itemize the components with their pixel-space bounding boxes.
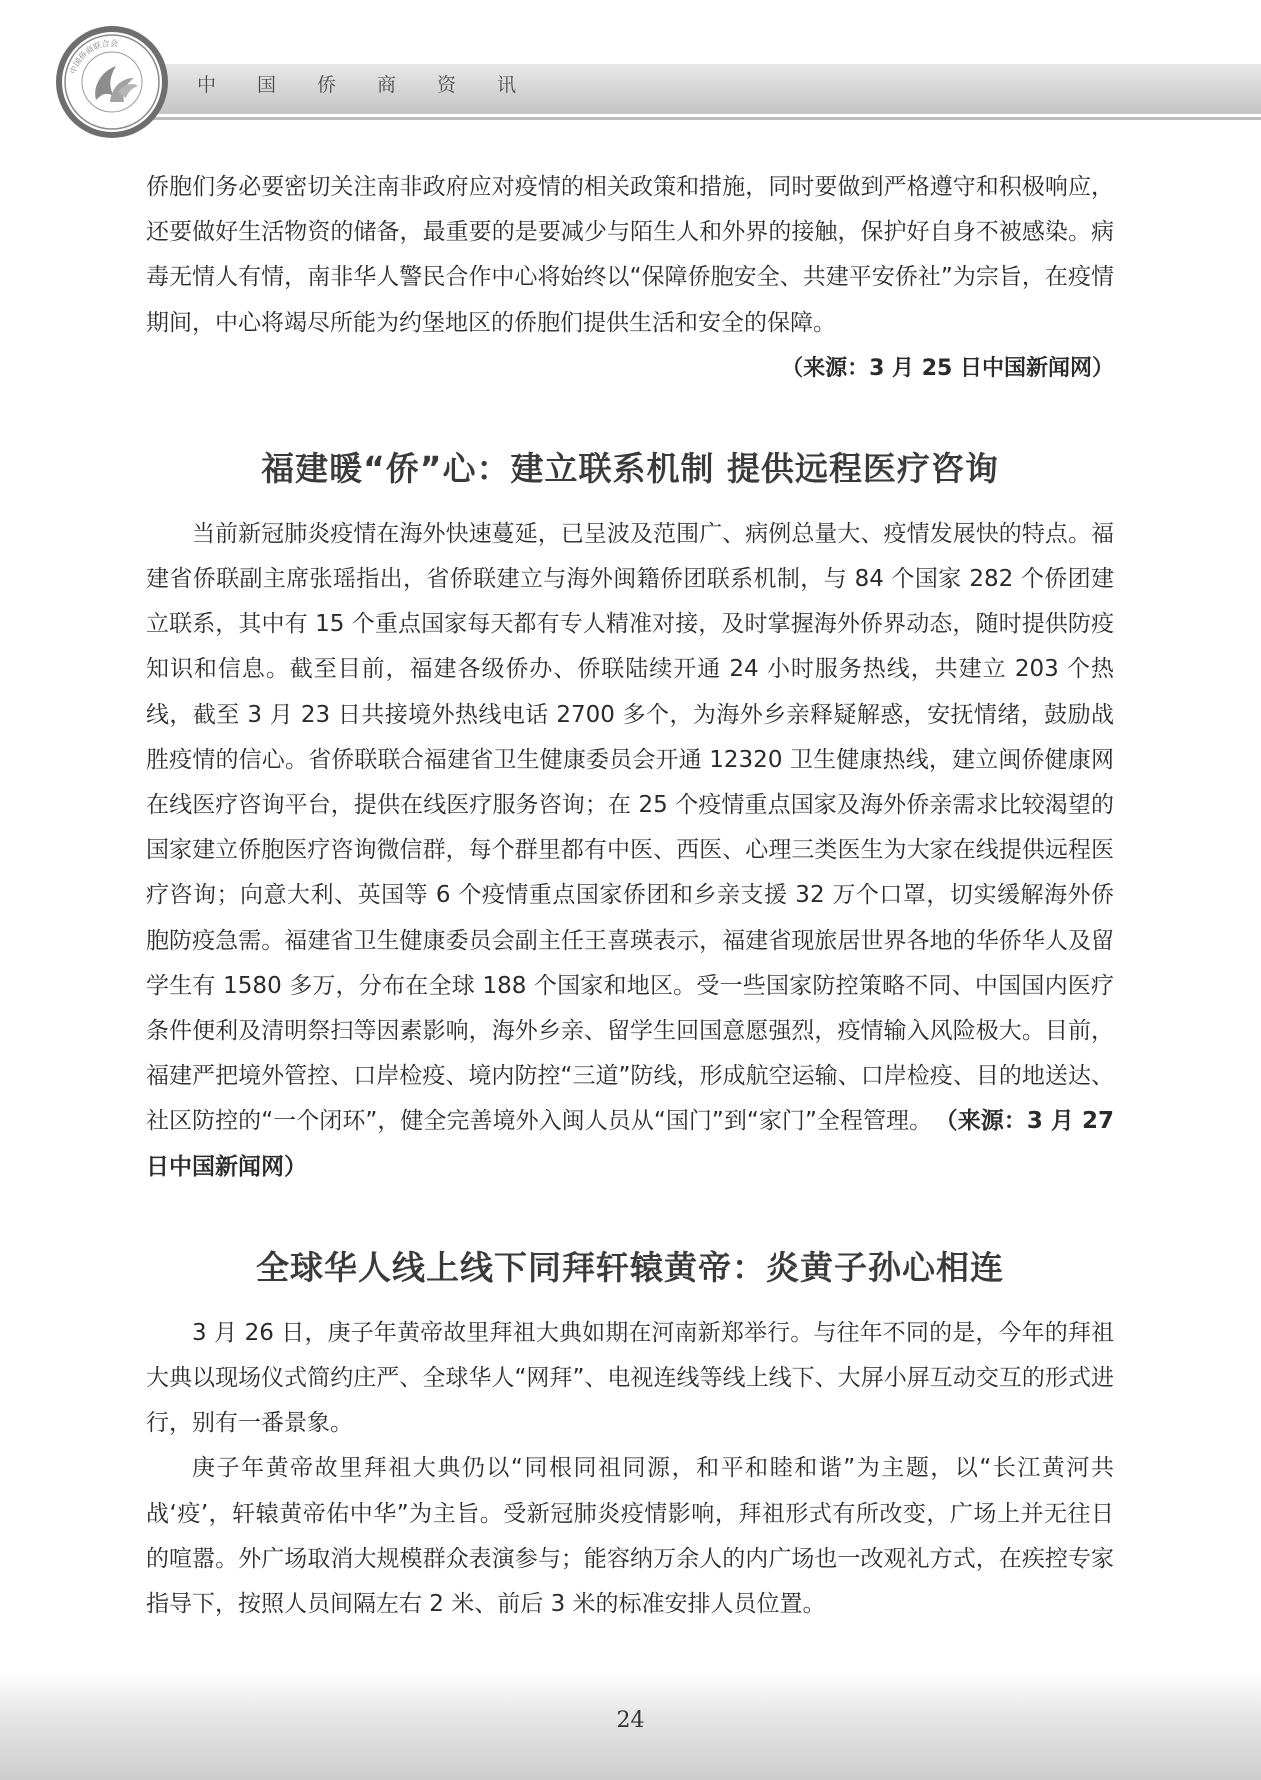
- logo-ring-text: 中国侨商联合会: [68, 38, 119, 76]
- article1-body: 当前新冠肺炎疫情在海外快速蔓延，已呈波及范围广、病例总量大、疫情发展快的特点。福建省侨联副主席张瑶指出，省侨联建立与海外闽籍侨团联系机制，与 84 个国家 282 个侨团建立联系，其中有 15 个重点国家每天都有专人精准对接，及时掌握海外侨界动态，随时提供防疫知识和信息。截至目前，福建各级侨办、侨联陆续开通 24 小时服务热线，共建立 203 个热线，截至 3 月 23 日共接境外热线电话 2700 多个，为海外乡亲释疑解惑，安抚情绪，鼓励战胜疫情的信心。省侨联联合福建省卫生健康委员会开通 12320 卫生健康热线，建立闽侨健康网在线医疗咨询平台，提供在线医疗服务咨询；在 25 个疫情重点国家及海外侨亲需求比较渴望的国家建立侨胞医疗咨询微信群，每个群里都有中医、西医、心理三类医生为大家在线提供远程医疗咨询；向意大利、英国等 6 个疫情重点国家侨团和乡亲支援 32 万个口罩，切实缓解海外侨胞防疫急需。福建省卫生健康委员会副主任王喜瑛表示，福建省现旅居世界各地的华侨华人及留学生有 1580 多万，分布在全球 188 个国家和地区。受一些国家防控策略不同、中国国内医疗条件便利及清明祭扫等因素影响，海外乡亲、留学生回国意愿强烈，疫情输入风险极大。目前，福建严把境外管控、口岸检疫、境内防控“三道”防线，形成航空运输、口岸检疫、目的地送达、社区防控的“一个闭环”，健全完善境外入闽人员从“国门”到“家门”全程管理。: [146, 520, 1114, 1135]
- page-content: [146, 165, 1114, 1627]
- federation-logo-icon: [52, 22, 172, 142]
- article1-paragraph: [146, 512, 1114, 1190]
- article2-paragraph-1: 3 月 26 日，庚子年黄帝故里拜祖大典如期在河南新郑举行。与往年不同的是，今年的拜祖大典以现场仪式简约庄严、全球华人“网拜”、电视连线等线上线下、大屏小屏互动交互的形式进行，别有一番景象。: [146, 1319, 1114, 1437]
- article0-source: （来源：3 月 25 日中国新闻网）: [781, 355, 1114, 381]
- article2-paragraph-2: 庚子年黄帝故里拜祖大典仍以“同根同祖同源，和平和睦和谐”为主题，以“长江黄河共战‘疫’，轩辕黄帝佑中华”为主旨。受新冠肺炎疫情影响，拜祖形式有所改变，广场上并无往日的喧嚣。外广场取消大规模群众表演参与；能容纳万余人的内广场也一改观礼方式，在疾控专家指导下，按照人员间隔左右 2 米、前后 3 米的标准安排人员位置。: [146, 1455, 1114, 1618]
- article1-source: （来源：3 月 27 日中国新闻网）: [146, 1108, 1114, 1180]
- publication-title: 中国侨商资讯: [197, 74, 558, 96]
- article1-title: 福建暖“侨”心：建立联系机制 提供远程医疗咨询: [261, 448, 999, 488]
- article2-title: 全球华人线上线下同拜轩辕黄帝：炎黄子孙心相连: [256, 1247, 1004, 1287]
- page-number: 24: [616, 1708, 645, 1733]
- article0-paragraph: 侨胞们务必要密切关注南非政府应对疫情的相关政策和措施，同时要做到严格遵守和积极响应，还要做好生活物资的储备，最重要的是要减少与陌生人和外界的接触，保护好自身不被感染。病毒无情人有情，南非华人警民合作中心将始终以“保障侨胞安全、共建平安侨社”为宗旨，在疫情期间，中心将竭尽所能为约堡地区的侨胞们提供生活和安全的保障。: [146, 174, 1114, 336]
